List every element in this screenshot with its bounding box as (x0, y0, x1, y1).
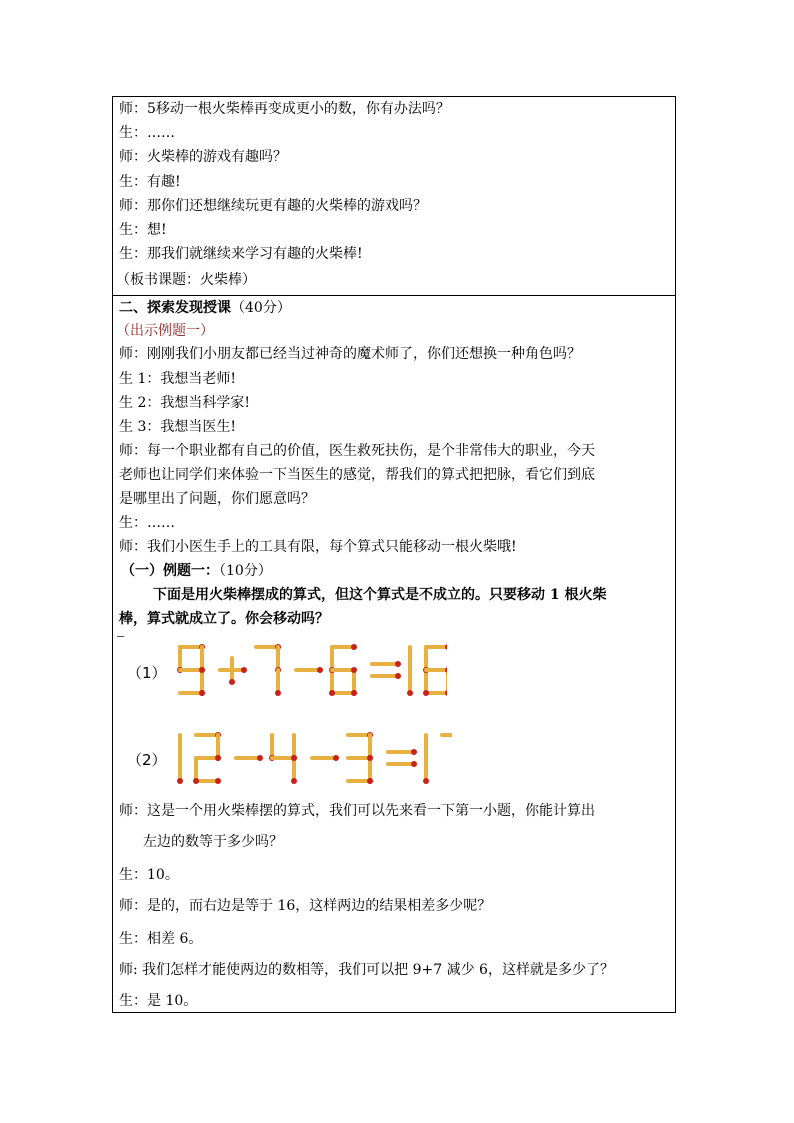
dialogue-line: 师：5移动一根火柴棒再变成更小的数，你有办法吗？ (119, 101, 450, 117)
example-heading (121, 562, 272, 580)
matchstick-head (367, 755, 373, 761)
table-cell-dialogue (113, 97, 675, 296)
matchstick-head (411, 761, 417, 767)
dialogue-line: 师：刚刚我们小朋友都已经当过神奇的魔术师了，你们还想换一种角色吗？ (119, 346, 581, 362)
matchstick-head (445, 644, 447, 650)
matchstick-equation-1-graphic (172, 641, 447, 701)
matchstick-head (395, 673, 401, 679)
matchstick-head (411, 749, 417, 755)
matchstick-head (351, 667, 357, 673)
section-heading-title: 二、探索发现授课 (119, 300, 231, 316)
matchstick-head (257, 755, 263, 761)
matchstick-head (199, 690, 205, 696)
dialogue-line: 生 3：我想当医生! (119, 419, 236, 435)
dialogue-line: 生 2：我想当科学家! (119, 395, 250, 411)
matchstick-head (407, 690, 413, 696)
matchstick-head (241, 667, 247, 673)
example-time: （10分） (219, 563, 272, 579)
matchstick-head (215, 755, 221, 761)
matchstick-head (199, 667, 205, 673)
lesson-table (112, 96, 676, 1013)
dialogue-line: 师：那你们还想继续玩更有趣的火柴棒的游戏吗？ (119, 198, 427, 214)
matchstick-head (423, 778, 429, 784)
matchstick-head (215, 778, 221, 784)
matchstick-head (395, 661, 401, 667)
dialogue-line: 师: 我们怎样才能使两边的数相等，我们可以把 9+7 减少 6，这样就是多少了？ (119, 962, 614, 978)
section-heading-time: （40分） (231, 300, 291, 316)
dialogue-line: 师：火柴棒的游戏有趣吗？ (119, 149, 287, 165)
dialogue-line: 生：那我们就继续来学习有趣的火柴棒! (119, 246, 363, 262)
equation-1 (117, 641, 437, 701)
board-note: （板书课题：火柴棒） (116, 272, 256, 288)
dialogue-line: 老师也让同学们来体验一下当医生的感觉，帮我们的算式把把脉，看它们到底 (119, 467, 595, 483)
dialogue-line: 生：相差 6。 (119, 931, 203, 947)
matchstick-head (423, 690, 429, 696)
equation-label: （1） (127, 664, 167, 682)
task-text: 下面是用火柴棒摆成的算式，但这个算式是不成立的。只要移动 1 根火柴 (153, 587, 607, 603)
dialogue-line: 师：我们小医生手上的工具有限，每个算式只能移动一根火柴哦! (119, 539, 517, 555)
section-heading (119, 299, 291, 317)
dialogue-line: 生：是 10。 (119, 993, 198, 1009)
dialogue-line: 师：这是一个用火柴棒摆的算式，我们可以先来看一下第一小题，你能计算出 (119, 803, 595, 819)
dialogue-line: 是哪里出了问题，你们愿意吗？ (119, 491, 315, 507)
dialogue-line: 师：每一个职业都有自己的价值，医生救死扶伤，是个非常伟大的职业，今天 (119, 443, 595, 459)
matchstick-head (445, 690, 447, 696)
matchstick-head (275, 690, 281, 696)
dialogue-line: 生：…… (119, 515, 175, 531)
matchstick-shapes (177, 644, 447, 696)
example-title: （一）例题一： (121, 563, 219, 579)
dialogue-line: 左边的数等于多少吗？ (143, 834, 283, 850)
matchstick-head (367, 778, 373, 784)
matchstick-equation-2-graphic (172, 729, 452, 789)
matchstick-shapes (177, 732, 452, 784)
dialogue-line: 师：是的，而右边是等于 16，这样两边的结果相差多少呢？ (119, 898, 492, 914)
dialogue-line: 生：想! (119, 222, 167, 238)
dialogue-line: 生：10。 (119, 867, 179, 883)
dialogue-line: 生：有趣! (119, 174, 181, 190)
matchstick-head (177, 778, 183, 784)
table-cell-explore (113, 296, 675, 1012)
matchstick-head (351, 690, 357, 696)
equation-label: （2） (127, 751, 167, 769)
matchstick-head (329, 690, 335, 696)
dialogue-line: 生 1：我想当老师! (119, 371, 236, 387)
matchstick-head (229, 679, 235, 685)
matchstick-head (291, 778, 297, 784)
matchstick-head (445, 667, 447, 673)
equation-2 (117, 729, 457, 789)
task-text: 棒，算式就成立了。你会移动吗？ (119, 611, 329, 627)
small-mark (117, 636, 124, 637)
matchstick-head (333, 755, 339, 761)
matchstick-head (193, 778, 199, 784)
matchstick-head (351, 644, 357, 650)
show-example-note: （出示例题一） (116, 323, 214, 339)
dialogue-line: 生：…… (119, 125, 175, 141)
matchstick-head (317, 667, 323, 673)
matchstick-head (291, 755, 297, 761)
